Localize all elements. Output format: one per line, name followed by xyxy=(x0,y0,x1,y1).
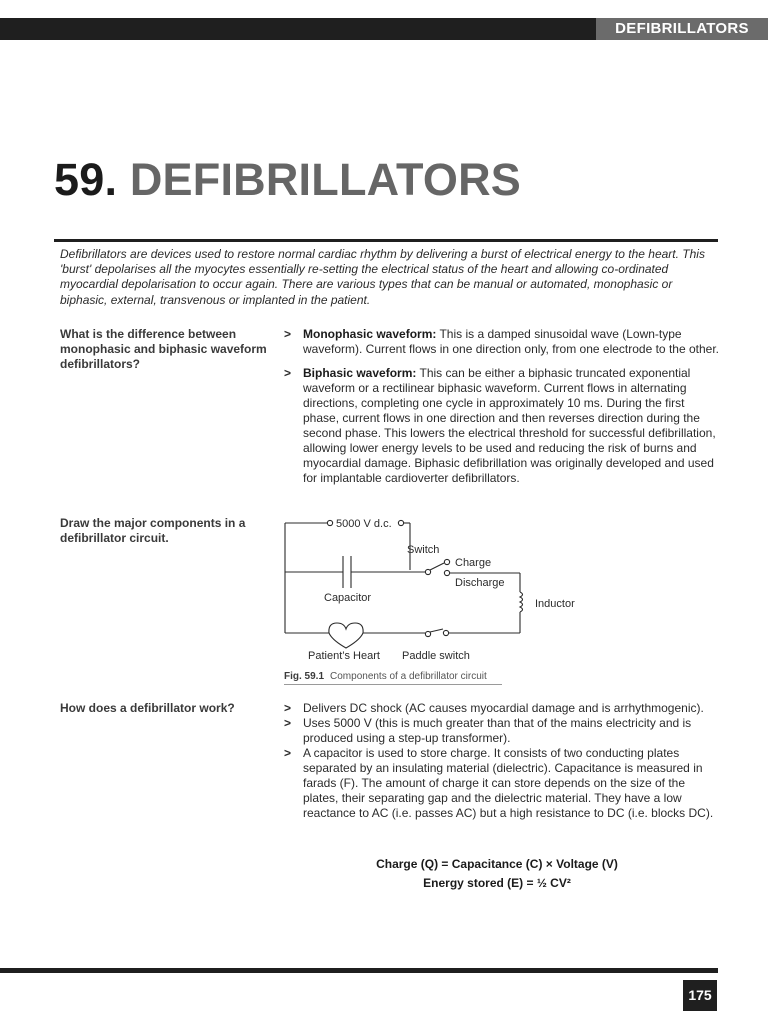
label-heart: Patient’s Heart xyxy=(308,650,380,662)
label-voltage: 5000 V d.c. xyxy=(336,518,392,530)
section-tab: DEFIBRILLATORS xyxy=(596,18,768,40)
paddle-contact-left xyxy=(425,631,430,636)
answer-item xyxy=(284,327,720,357)
equation-energy: Energy stored (E) = ½ CV² xyxy=(423,876,571,890)
charge-contact xyxy=(444,559,449,564)
question-waveform: What is the difference between monophasic and biphasic waveform defibrillators? xyxy=(60,327,267,371)
figure-caption xyxy=(284,671,487,683)
caption-divider xyxy=(284,684,502,685)
footer-rule xyxy=(0,968,718,973)
discharge-contact xyxy=(444,570,449,575)
answer-item xyxy=(284,366,720,486)
answer-term: Biphasic waveform: xyxy=(303,366,417,380)
label-capacitor: Capacitor xyxy=(324,592,372,604)
paddle-switch-blade xyxy=(430,629,443,632)
chapter-title xyxy=(54,152,521,208)
source-terminal-right xyxy=(398,520,403,525)
answer-item: > A capacitor is used to store charge. It consists of two conducting plates separated by an insulating material (dielectric). Capacitance is measured in farads (F). The amount of charge it can store depends on the size of the plates, their separating gap and the dielectric material. They have a low reactance to AC (i.e. passes AC) but a high resistance to DC (i.e. blocks DC). xyxy=(284,746,720,821)
label-charge: Charge xyxy=(455,557,492,569)
question-circuit: Draw the major components in a defibrillator circuit. xyxy=(60,516,246,545)
chapter-name: DEFIBRILLATORS xyxy=(129,154,521,205)
answer-item: > Delivers DC shock (AC causes myocardial damage and is arrhythmogenic). xyxy=(284,701,720,716)
source-terminal-left xyxy=(327,520,332,525)
page-number: 175 xyxy=(683,980,717,1011)
answer-list-waveform xyxy=(284,327,720,486)
switch-blade xyxy=(430,563,444,570)
title-divider xyxy=(54,239,718,242)
label-switch: Switch xyxy=(407,544,440,556)
figure-caption-text: Components of a defibrillator circuit xyxy=(330,671,487,682)
answer-term: Monophasic waveform: xyxy=(303,327,437,341)
inductor-coil xyxy=(520,592,523,612)
label-paddle-switch: Paddle switch xyxy=(402,650,470,662)
switch-pivot xyxy=(425,569,430,574)
chapter-number: 59. xyxy=(54,154,118,205)
heart-icon xyxy=(329,623,363,648)
defibrillator-circuit-diagram xyxy=(280,512,600,668)
label-inductor: Inductor xyxy=(535,598,575,610)
answer-text: This can be either a biphasic truncated exponential waveform or a rectilinear biphasic waveform. Current flows in alternating directions, completing one cycle in approximately 10 ms. During the first phase, current flows in one direction and then reverses direction during the second phase. This lowers the electrical threshold for successful defibrillation, allowing lower energy levels to be used and reducing the risk of burns and myocardial damage. Biphasic defibrillation was originally developed and used for implantable cardioverter defibrillators. xyxy=(303,366,716,485)
intro-paragraph: Defibrillators are devices used to restore normal cardiac rhythm by delivering a burst of electrical energy to the heart. This 'burst' depolarises all the myocytes essentially re-setting the electrical status of the heart and allowing co-ordinated myocardial depolarisation to occur again. There are various types that can be manual or automated, monophasic or biphasic, external, transvenous or implanted in the patient. xyxy=(60,247,705,307)
answer-item: > Uses 5000 V (this is much greater than that of the mains electricity and is produced using a step-up transformer). xyxy=(284,716,720,746)
figure-number: Fig. 59.1 xyxy=(284,671,325,682)
question-how-it-works: How does a defibrillator work? xyxy=(60,701,235,715)
label-discharge: Discharge xyxy=(455,577,505,589)
equation-charge: Charge (Q) = Capacitance (C) × Voltage (V) xyxy=(376,857,618,871)
answer-list-how-it-works xyxy=(284,701,720,821)
answer-text: This is a damped sinusoidal wave (Lown-type waveform). Current flows in one direction only, from one electrode to the other. xyxy=(303,327,719,356)
paddle-contact-right xyxy=(443,630,448,635)
